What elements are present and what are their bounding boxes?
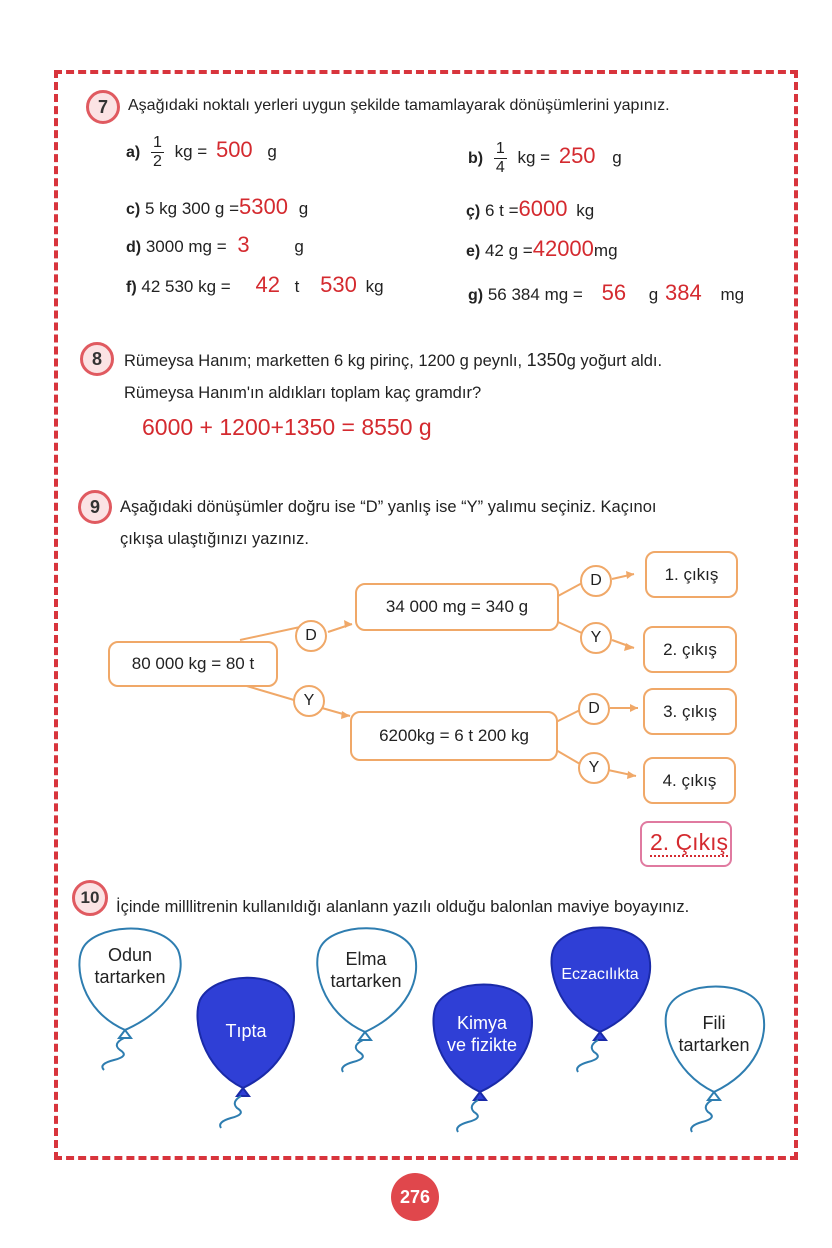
q7-cc-answer: 6000 (518, 196, 568, 221)
balloon-label-fili: Fili tartarken (678, 1013, 750, 1055)
exit-4-box: 4. çıkış (643, 757, 736, 804)
question-8-line2: Rümeysa Hanım'ın aldıkları toplam kaç gramdır? (124, 384, 482, 402)
flow-start-box: 80 000 kg = 80 t (108, 641, 278, 687)
question-10-number: 10 (72, 880, 108, 916)
q7-e-tail: mg (593, 241, 618, 260)
flow-y-exit4: Y (578, 752, 610, 784)
question-9-line2: çıkışa ulaştığınızı yazınız. (120, 530, 309, 548)
q7-e-label: e) (466, 243, 481, 260)
question-9-line1: Aşağıdaki dönüşümler doğru ise “D” yanlış ise “Y” yalımu seçiniz. Kaçınoı (120, 498, 657, 516)
q7-a-answer: 500 (215, 136, 253, 162)
balloon-label-eczacilikta: Eczacılıkta (561, 966, 639, 983)
flow-d-upper: D (295, 620, 327, 652)
q7-a-unit: kg = (174, 141, 208, 161)
flow-y-lower: Y (293, 685, 325, 717)
q7-cc-tail: kg (576, 201, 595, 220)
q7-a-fraction: $\frac{1}{2}$ (152, 134, 162, 170)
q7-b-unit: kg = (517, 147, 551, 167)
q7-cc-label: ç) (466, 203, 481, 220)
balloon-kimya (433, 985, 532, 1133)
q7-b-tail: g (612, 147, 622, 167)
q7-d-tail: g (294, 237, 304, 256)
q7-g-label: g) (468, 287, 484, 304)
question-7-number: 7 (86, 90, 120, 124)
q7-e-text: 42 g = (484, 241, 533, 260)
q7-c-label: c) (126, 201, 141, 218)
q8-line1-start: Rümeysa Hanım; marketten 6 kg pirinç, 1200 g peynlı, (124, 352, 523, 370)
exit-3-box: 3. çıkış (643, 688, 737, 735)
q7-f-answer1: 42 (255, 272, 280, 297)
question-9-number: 9 (78, 490, 112, 524)
q7-d-label: d) (126, 239, 142, 256)
q8-line1-answer: 1350 (526, 350, 567, 370)
balloon-fili (666, 987, 764, 1133)
q7-c-tail: g (298, 199, 309, 218)
balloon-label-tipta: Tıpta (225, 1021, 267, 1041)
question-8-number: 8 (80, 342, 114, 376)
flow-y-exit2: Y (580, 622, 612, 654)
q7-g-tail: mg (720, 285, 745, 304)
q7-f-answer2: 530 (320, 272, 357, 297)
q7-d-answer: 3 (237, 232, 250, 257)
q7-c-answer: 5300 (239, 194, 288, 219)
question-8-answer: 6000 + 1200+1350 = 8550 g (142, 414, 432, 440)
balloon-tipta (197, 978, 294, 1128)
flow-upper-box: 34 000 mg = 340 g (355, 583, 559, 631)
q7-b-label: b) (468, 149, 484, 167)
q7-b-fraction: $\frac{1}{4}$ (495, 140, 505, 176)
q7-g-answer1: 56 (601, 280, 627, 305)
balloon-label-odun: Odun tartarken (94, 945, 166, 987)
q7-a-tail: g (267, 141, 277, 161)
page-number: 276 (391, 1173, 439, 1221)
balloon-label-kimya: Kimya ve fizikte (446, 1013, 518, 1055)
question-10-text: İçinde milllitrenin kullanıldığı alanlann yazılı olduğu balonlan maviye boyayınız. (116, 898, 690, 916)
q7-f-tail: kg (365, 277, 384, 296)
q7-c-text: 5 kg 300 g = (144, 199, 240, 218)
flow-d-exit1: D (580, 565, 612, 597)
question-9-answer: 2. Çıkış (650, 829, 728, 855)
q7-g-mid: g (648, 285, 659, 304)
q7-b-answer: 250 (558, 142, 596, 168)
q7-f-mid: t (294, 277, 300, 296)
balloon-eczacilikta (551, 927, 650, 1072)
balloon-label-elma: Elma tartarken (330, 949, 402, 991)
exit-1-box: 1. çıkış (645, 551, 738, 598)
q7-g-text: 56 384 mg = (487, 285, 583, 304)
question-7-text: Aşağıdaki noktalı yerleri uygun şekilde tamamlayarak dönüşümlerini yapınız. (128, 97, 670, 114)
q8-line1-end: g yoğurt aldı. (566, 352, 663, 370)
q7-f-text: 42 530 kg = (141, 277, 231, 296)
q7-g-answer2: 384 (665, 280, 702, 305)
q7-e-answer: 42000 (532, 236, 594, 261)
flow-lower-box: 6200kg = 6 t 200 kg (350, 711, 558, 761)
q7-a-label: a) (126, 143, 141, 161)
flow-d-exit3: D (578, 693, 610, 725)
q7-f-label: f) (126, 279, 137, 296)
q7-d-text: 3000 mg = (145, 237, 227, 256)
q7-cc-text: 6 t = (484, 201, 519, 220)
exit-2-box: 2. çıkış (643, 626, 737, 673)
